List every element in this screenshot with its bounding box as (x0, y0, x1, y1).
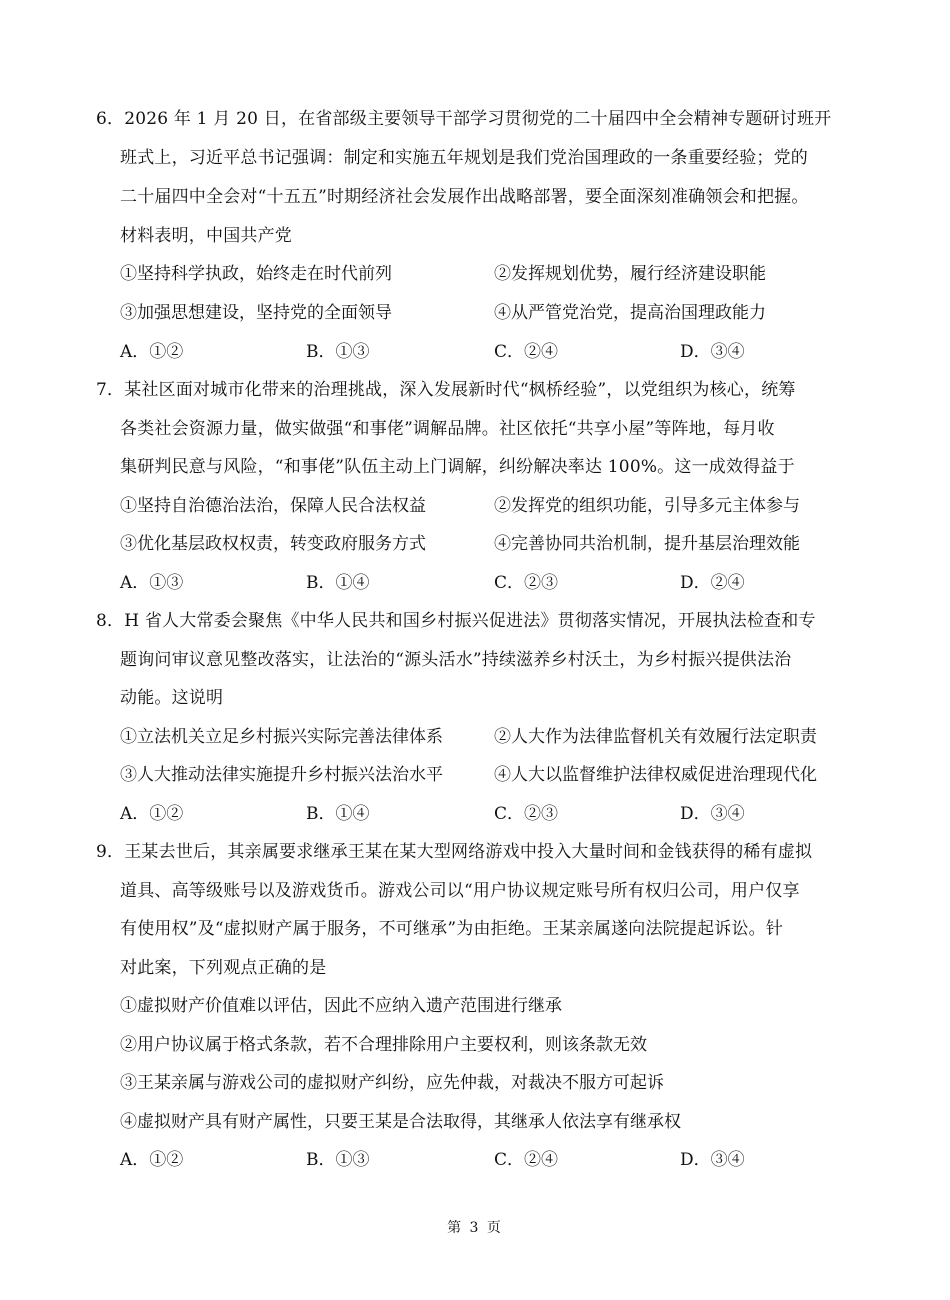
question-8-stem-line-1: 8．H 省人大常委会聚焦《中华人民共和国乡村振兴促进法》贯彻落实情况，开展执法检查和专 (96, 611, 816, 631)
question-6-answer-c: C．②④ (494, 342, 559, 362)
page-number: 第 3 页 (447, 1220, 503, 1236)
question-7-stem-line-3: 集研判民意与风险，“和事佬”队伍主动上门调解，纠纷解决率达 100%。这一成效得益于 (120, 457, 795, 477)
question-9-option-1: ①虚拟财产价值难以评估，因此不应纳入遗产范围进行继承 (120, 996, 562, 1016)
question-6-stem-line-4: 材料表明，中国共产党 (120, 226, 292, 246)
question-9-answer-d: D．③④ (680, 1150, 745, 1170)
question-6-option-3: ③加强思想建设，坚持党的全面领导 (120, 303, 392, 323)
question-7-option-1: ①坚持自治德治法治，保障人民合法权益 (120, 496, 426, 516)
question-8-option-1: ①立法机关立足乡村振兴实际完善法律体系 (120, 727, 443, 747)
question-7-answer-c: C．②③ (494, 573, 559, 593)
question-6-option-2: ②发挥规划优势，履行经济建设职能 (494, 264, 766, 284)
question-7-stem-line-1: 7．某社区面对城市化带来的治理挑战，深入发展新时代“枫桥经验”，以党组织为核心，统筹 (96, 380, 796, 400)
question-6-stem-line-1: 6．2026 年 1 月 20 日，在省部级主要领导干部学习贯彻党的二十届四中全会精神专题研讨班开 (96, 109, 832, 129)
question-9-stem-line-1: 9．王某去世后，其亲属要求继承王某在某大型网络游戏中投入大量时间和金钱获得的稀有虚拟 (96, 842, 813, 862)
question-7-answer-a: A．①③ (120, 573, 184, 593)
question-9-stem-line-2: 道具、高等级账号以及游戏货币。游戏公司以“用户协议规定账号所有权归公司，用户仅享 (120, 881, 800, 901)
question-8-stem-line-3: 动能。这说明 (120, 688, 224, 708)
question-6-stem-line-2: 班式上，习近平总书记强调：制定和实施五年规划是我们党治国理政的一条重要经验；党的 (120, 148, 808, 168)
question-6-answer-a: A．①② (120, 342, 184, 362)
question-9-answer-c: C．②④ (494, 1150, 559, 1170)
question-8-option-2: ②人大作为法律监督机关有效履行法定职责 (494, 727, 817, 747)
question-7-answer-d: D．②④ (680, 573, 745, 593)
question-7-option-2: ②发挥党的组织功能，引导多元主体参与 (494, 496, 800, 516)
question-6-option-4: ④从严管党治党，提高治国理政能力 (494, 303, 766, 323)
question-8-stem-line-2: 题询问审议意见整改落实，让法治的“源头活水”持续滋养乡村沃土，为乡村振兴提供法治 (120, 650, 792, 670)
question-6-answer-b: B．①③ (306, 342, 370, 362)
question-7-option-4: ④完善协同共治机制，提升基层治理效能 (494, 534, 800, 554)
question-9-option-2: ②用户协议属于格式条款，若不合理排除用户主要权利，则该条款无效 (120, 1035, 647, 1055)
question-6-answer-d: D．③④ (680, 342, 745, 362)
question-9-answer-b: B．①③ (306, 1150, 370, 1170)
question-9-stem-line-4: 对此案，下列观点正确的是 (120, 958, 327, 978)
question-9-option-4: ④虚拟财产具有财产属性，只要王某是合法取得，其继承人依法享有继承权 (120, 1112, 681, 1132)
question-7-answer-b: B．①④ (306, 573, 370, 593)
question-8-option-4: ④人大以监督维护法律权威促进治理现代化 (494, 765, 817, 785)
question-8-option-3: ③人大推动法律实施提升乡村振兴法治水平 (120, 765, 443, 785)
question-8-answer-c: C．②③ (494, 804, 559, 824)
question-8-answer-a: A．①② (120, 804, 184, 824)
question-7-option-3: ③优化基层政权权责，转变政府服务方式 (120, 534, 426, 554)
question-8-answer-d: D．③④ (680, 804, 745, 824)
question-9-stem-line-3: 有使用权”及“虚拟财产属于服务，不可继承”为由拒绝。王某亲属遂向法院提起诉讼。针 (120, 919, 784, 939)
question-9-option-3: ③王某亲属与游戏公司的虚拟财产纠纷，应先仲裁，对裁决不服方可起诉 (120, 1073, 664, 1093)
question-6-option-1: ①坚持科学执政，始终走在时代前列 (120, 264, 392, 284)
question-7-stem-line-2: 各类社会资源力量，做实做强“和事佬”调解品牌。社区依托“共享小屋”等阵地，每月收 (120, 419, 775, 439)
question-8-answer-b: B．①④ (306, 804, 370, 824)
question-6-stem-line-3: 二十届四中全会对“十五五”时期经济社会发展作出战略部署，要全面深刻准确领会和把握。 (120, 187, 809, 207)
question-9-answer-a: A．①② (120, 1150, 184, 1170)
